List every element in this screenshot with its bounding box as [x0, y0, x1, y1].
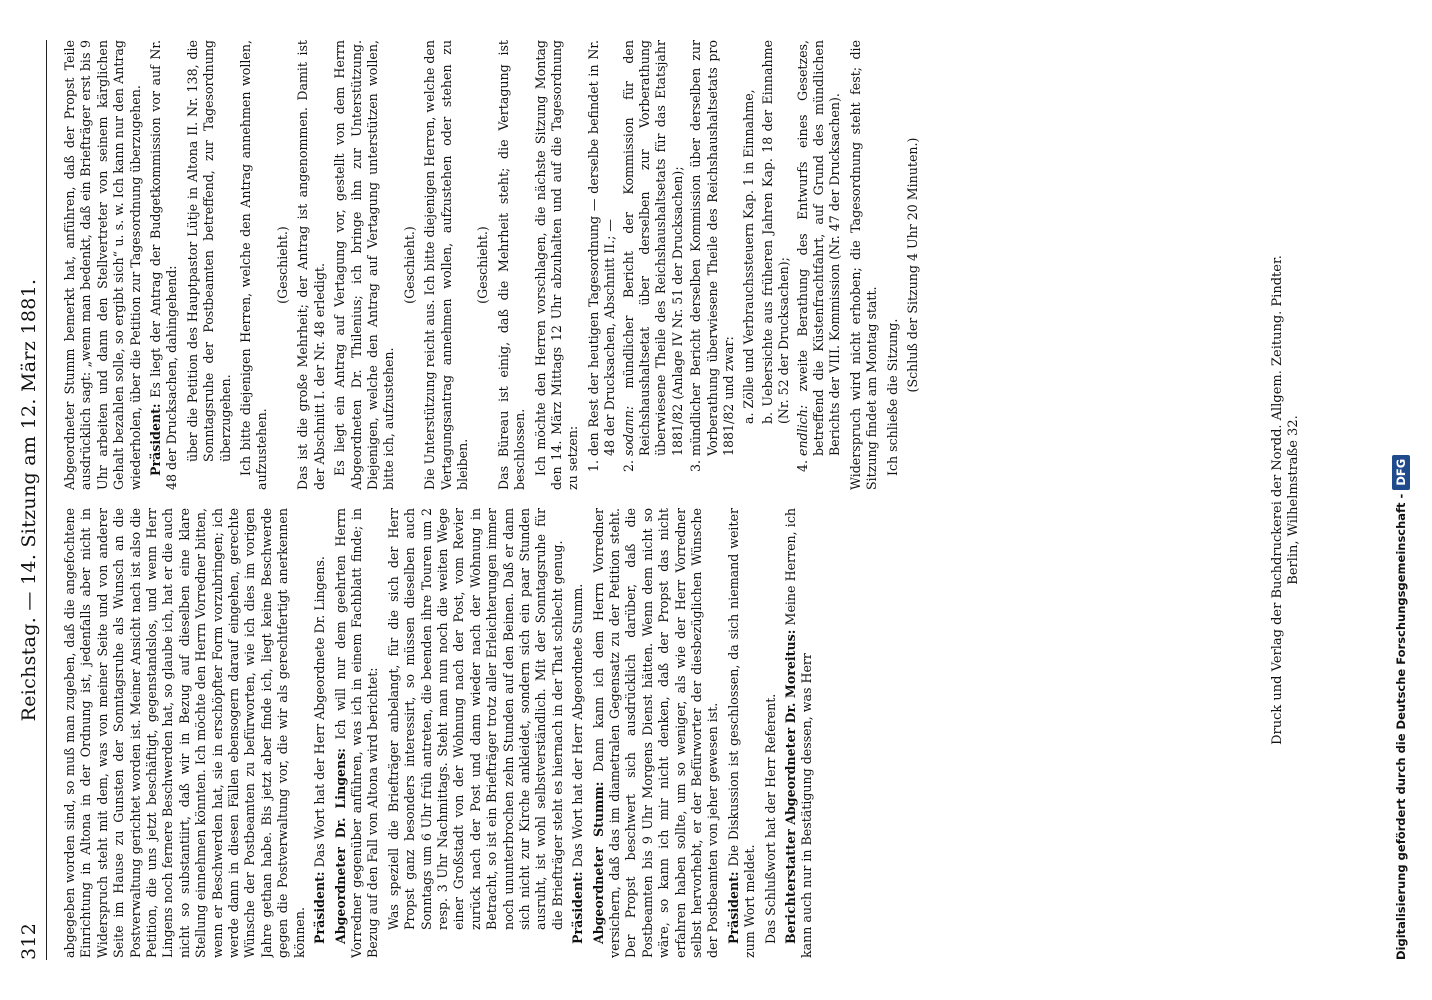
paragraph: [275, 40, 291, 490]
page-header: [12, 40, 47, 960]
paragraph-text: über die Petition des Hauptpastor Lütje in Altona II. Nr. 138, die Sonntagsruhe der Postbeamten betreffend, zur Tagesordnung überzugehen.: [184, 40, 233, 462]
printer-imprint: [1270, 100, 1302, 900]
agenda-list: [586, 40, 738, 490]
paragraph: [422, 40, 471, 490]
page-number: 312: [18, 922, 40, 960]
paragraph-text: Das ist die große Mehrheit; der Antrag ist angenommen. Damit ist der Abschnitt I. der Nr. 48 erledigt.: [295, 40, 327, 490]
paragraph-text: Das Wort hat der Herr Abgeordnete Dr. Lingens.: [312, 556, 328, 868]
paragraph: [238, 40, 271, 490]
paragraph-text: Was speziell die Briefträger anbelangt, für die sich der Herr Propst ganz besonders interessirt, so müssen dieselben auch Sonntags um 6 Uhr früh antreten, die beenden ihre Touren um 2 resp. 3 Uhr Nachmittags. Steht man nun noch die weiten Wege einer Großstadt von der Wohnung nach der Post, vom Revier zurück nach der Post und dann wieder nach der Wohnung in Betracht, so ist ein Briefträger trotz aller Erleichterungen immer noch ununterbrochen zehn Stunden auf den Beinen. Daß er dann sich nicht zur Kirche ankleidet, sondern sich ein paar Stunden ausruht, ist wohl selbstverständlich. Mit der Sonntagsruhe für die Briefträger steht es hiernach in der That schlecht genug.: [385, 508, 565, 930]
speaker-label: Präsident:: [148, 403, 164, 476]
digitization-credit: [1392, 455, 1410, 960]
paragraph: [570, 508, 586, 958]
paragraph-text: (Geschieht.): [274, 226, 290, 304]
left-column: [62, 508, 1162, 958]
paragraph: [533, 40, 582, 490]
digitization-text: Digitalisierung gefördert durch die Deutsche Forschungsgemeinschaft -: [1394, 493, 1408, 960]
agenda-subitem: a. Zölle und Verbrauchssteuern Kap. 1 in Einnahme,: [741, 89, 757, 424]
agenda-label: endlich:: [794, 391, 810, 456]
speaker-label: Abgeordneter Stumm:: [590, 781, 606, 944]
paragraph: [763, 508, 779, 958]
paragraph: [848, 40, 881, 490]
paragraph-text: Das Schlußwort hat der Herr Referent.: [762, 693, 778, 944]
paragraph-text: Meine Herren, ich kann auch nur in Bestätigung dessen, was Herr: [783, 508, 815, 958]
speaker-label: Präsident:: [725, 871, 741, 944]
paragraph: [62, 40, 144, 490]
paragraph-text: Die Unterstützung reicht aus. Ich bitte diejenigen Herren, welche den Vertagungsantrag annehmen wollen, aufzustehen oder stehen zu bleiben.: [422, 40, 470, 490]
paragraph-text: Ich schließe die Sitzung.: [884, 318, 900, 476]
agenda-label: sodann:: [620, 388, 636, 456]
paragraph-text: Das Büreau ist einig, daß die Mehrheit steht; die Vertagung ist beschlossen.: [495, 40, 528, 490]
paragraph: [332, 40, 398, 490]
page-title: Reichstag. — 14. Sitzung am 12. März 1881.: [18, 278, 40, 722]
paragraph-text: Widerspruch wird nicht erhoben; die Tagesordnung steht fest; die Sitzung findet am Montag statt.: [847, 40, 880, 490]
speaker-label: Abgeordneter Dr. Lingens:: [332, 748, 348, 944]
paragraph: [333, 508, 382, 958]
paragraph: [386, 508, 566, 958]
paragraph-text: Die Diskussion ist geschlossen, da sich niemand weiter zum Wort meldet.: [725, 508, 758, 958]
paragraph: [475, 40, 491, 490]
agenda-item: [688, 40, 737, 456]
paragraph: [885, 40, 901, 490]
dfg-logo: DFG: [1392, 455, 1410, 490]
paragraph: [726, 508, 759, 958]
paragraph: [295, 40, 328, 490]
paragraph: [62, 508, 308, 958]
paragraph: [402, 40, 418, 490]
paragraph: [185, 40, 234, 490]
paragraph-text: (Geschieht.): [401, 226, 417, 304]
paragraph-text: Ich bitte diejenigen Herren, welche den Antrag annehmen wollen, aufzustehen.: [238, 40, 270, 490]
agenda-item-text: zweite Berathung des Entwurfs eines Gesetzes, betreffend die Küstenfrachtfahrt, auf Grund des mündlichen Berichts der VIII. Kommission (Nr. 47 der Drucksachen).: [794, 40, 843, 456]
agenda-item: [621, 40, 687, 456]
agenda-list: [795, 40, 844, 490]
paragraph-text: Es liegt ein Antrag auf Vertagung vor, gestellt von dem Herrn Abgeordneten Dr. Thilenius; ich bringe ihn zur Unterstützung. Diejenigen, welche den Antrag auf Vertagung unterstützen wollen, bitte ich, aufzustehen.: [332, 40, 397, 490]
paragraph-text: (Schluß der Sitzung 4 Uhr 20 Minuten.): [905, 137, 921, 393]
paragraph: [496, 40, 529, 490]
speaker-label: Präsident:: [312, 871, 328, 944]
paragraph-text: (Geschieht.): [475, 226, 491, 304]
agenda-item: [795, 40, 844, 456]
speaker-label: Präsident:: [570, 871, 586, 944]
agenda-item-text: mündlicher Bericht derselben Kommission über derselben zur Vorberathung überwiesene Theile des Reichshaushaltsetats pro 1881/82 und zwar:: [688, 40, 737, 456]
paragraph-text: abgegeben worden sind, so muß man zugeben, daß die angefochtene Einrichtung in Altona in der Ordnung ist, jedenfalls aber nicht in Widerspruch steht mit dem, was von meiner Seite und von anderer Seite im Hause zu Gunsten der Sonntagsruhe als Wunsch an die Postverwaltung gerichtet worden ist. Meiner Ansicht nach ist also die Petition, die uns jetzt beschäftigt, gegenstandslos, und wenn Herr Lingens noch fernere Beschwerden hat, so glaube ich, hat er die auch nicht so substantiirt, daß wir in Bezug auf dieselben eine klare Stellung einnehmen könnten. Ich möchte den Herrn Vorredner bitten, wenn er Beschwerden hat, sie in erschöpfter Form vorzubringen; ich werde dann in diesen Fällen ebensogern darauf eingehen, gerechte Wünsche der Postbeamten zu befürworten, wie ich dies im vorigen Jahre gethan habe. Bis jetzt aber finde ich, liegt keine Beschwerde gegen die Postverwaltung vor, die wir als gerechtfertigt anerkennen können.: [62, 508, 307, 958]
imprint-line-1: Druck und Verlag der Buchdruckerei der Nordd. Allgem. Zeitung. Pindter.: [1270, 255, 1285, 745]
paragraph-text: Das Wort hat der Herr Abgeordnete Stumm.: [570, 583, 586, 868]
paragraph-text: Ich möchte den Herren vorschlagen, die nächste Sitzung Montag den 14. März Mittags 12 Uhr abzuhalten und auf die Tagesordnung zu setzen:: [532, 40, 581, 490]
right-column: [62, 40, 1162, 490]
paragraph: [905, 40, 921, 490]
paragraph-text: Ich will nur dem geehrten Herrn Vorredner gegenüber anführen, was ich in einem Fachblatt finde; in Bezug auf den Fall von Altona wird berichtet:: [332, 508, 381, 958]
paragraph-text: Dann kann ich dem Herrn Vorredner versichern, daß das im diametralen Gegensatz zu der Petition steht. Der Propst beschwert sich ausdrücklich darüber, daß die Postbeamten bis 9 Uhr Morgens Dienst hätten. Wenn dem nicht so wäre, so kann ich mir nicht denken, daß der Propst das nicht erfahren haben sollte, um so weniger, als wie der Herr Vorredner selbst hervorhebt, er der Befürworter der diesbezüglichen Wünsche der Postbeamten von jeher gewesen ist.: [590, 508, 721, 958]
speaker-label: Berichterstatter Abgeordneter Dr. Moreitus:: [783, 629, 799, 944]
paragraph-text: Abgeordneter Stumm bemerkt hat, anführen, daß der Propst Teile ausdrücklich sagt: „wenn man bedenkt, daß ein Briefträger erst bis 9 Uhr arbeiten und dann den Stellvertreter von seinem kärglichen Gehalt bezahlen solle, so ergibt sich“ u. s. w. Ich kann nur den Antrag wiederholen, über die Petition zur Tagesordnung überzugehen.: [62, 40, 143, 490]
paragraph: [312, 508, 328, 958]
imprint-line-2: Berlin, Wilhelmstraße 32.: [1286, 415, 1301, 585]
paragraph: [783, 508, 816, 958]
agenda-item: [586, 40, 619, 456]
agenda-item-text: mündlicher Bericht der Kommission für den Reichshaushaltsetat über derselben zur Vorberathung überwiesene Theile des Reichshaushaltsetats für das Etatsjahr 1881/82 (Anlage IV Nr. 51 der Drucksachen);: [620, 40, 685, 456]
paragraph: [148, 40, 181, 490]
agenda-sublist: [741, 40, 792, 490]
paragraph-text: Es liegt der Antrag der Budgetkommission vor auf Nr. 48 der Drucksachen, dahingehend:: [148, 40, 180, 490]
agenda-item-text: den Rest der heutigen Tagesordnung — derselbe befindet in Nr. 48 der Drucksachen, Abschnitt II.; —: [585, 40, 618, 456]
agenda-subitem: b. Uebersichte aus früheren Jahren Kap. 18 der Einnahme (Nr. 52 der Drucksachen);: [759, 40, 792, 424]
paragraph: [591, 508, 722, 958]
